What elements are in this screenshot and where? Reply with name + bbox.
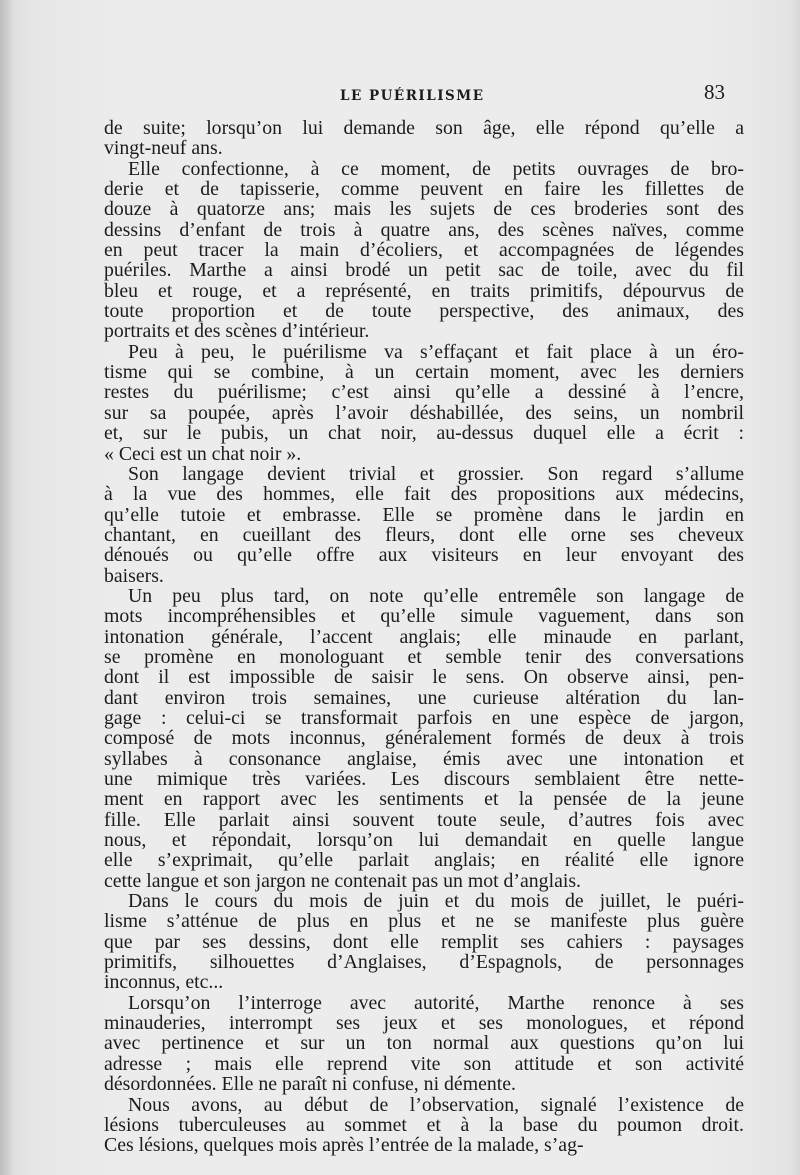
- text-line: dont il est impossible de saisir le sens. On observe ainsi, pen-: [104, 666, 744, 689]
- text-line: à la vue des hommes, elle fait des propositions aux médecins,: [104, 483, 744, 506]
- text-line: minauderies, interrompt ses jeux et ses monologues, et répond: [104, 1012, 744, 1035]
- paragraph: [104, 342, 744, 464]
- text-line: baisers.: [104, 564, 164, 587]
- text-line: vingt-neuf ans.: [104, 137, 223, 160]
- paragraph: [104, 159, 744, 342]
- text-line: mots incompréhensibles et qu’elle simule vaguement, dans son: [104, 605, 744, 628]
- text-line: inconnus, etc...: [104, 971, 224, 994]
- text-line: ment en rapport avec les sentiments et la pensée de la jeune: [104, 788, 744, 811]
- text-line: Ces lésions, quelques mois après l’entrée de la malade, s’ag-: [104, 1134, 584, 1157]
- text-line: composé de mots inconnus, généralement formés de deux à trois: [104, 727, 744, 750]
- running-head: [0, 80, 800, 108]
- text-line: Lorsqu’on l’interroge avec autorité, Marthe renonce à ses: [128, 991, 744, 1014]
- text-line: qu’elle tutoie et embrasse. Elle se promène dans le jardin en: [104, 503, 744, 526]
- text-line: de suite; lorsqu’on lui demande son âge, elle répond qu’elle a: [104, 117, 744, 139]
- paragraph: [104, 586, 744, 891]
- text-line: Son langage devient trivial et grossier. Son regard s’allume: [128, 462, 744, 485]
- text-line: Elle confectionne, à ce moment, de petits ouvrages de bro-: [128, 157, 744, 180]
- text-line: avec pertinence et sur un ton normal aux questions qu’on lui: [104, 1032, 744, 1055]
- text-line: dessins d’enfant de trois à quatre ans, des scènes naïves, comme: [104, 218, 744, 241]
- body-text: [104, 118, 744, 1156]
- text-line: restes du puérilisme; c’est ainsi qu’elle a dessiné à l’encre,: [104, 381, 744, 404]
- text-line: puériles. Marthe a ainsi brodé un petit sac de toile, avec du fil: [104, 259, 744, 282]
- text-line: fille. Elle parlait ainsi souvent toute seule, d’autres fois avec: [104, 808, 744, 831]
- text-line: cette langue et son jargon ne contenait pas un mot d’anglais.: [104, 869, 581, 892]
- text-line: tisme qui se combine, à un certain moment, avec les derniers: [104, 361, 744, 384]
- text-line: dant environ trois semaines, une curieuse altération du lan-: [104, 686, 744, 709]
- text-line: une mimique très variées. Les discours semblaient être nette-: [104, 768, 744, 790]
- text-line: chantant, en cueillant des fleurs, dont elle orne ses cheveux: [104, 523, 744, 546]
- text-line: primitifs, silhouettes d’Anglaises, d’Espagnols, de personnages: [104, 951, 744, 974]
- paragraph: [104, 993, 744, 1095]
- text-line: désordonnées. Elle ne paraît ni confuse, ni démente.: [104, 1073, 516, 1096]
- page-number: 83: [704, 80, 725, 104]
- text-line: Un peu plus tard, on note qu’elle entremêle son langage de: [128, 584, 744, 607]
- text-line: en peut tracer la main d’écoliers, et accompagnées de légendes: [104, 239, 744, 262]
- text-line: Dans le cours du mois de juin et du mois de juillet, le puéri-: [128, 890, 744, 913]
- paragraph: [104, 464, 744, 586]
- text-line: lésions tuberculeuses au sommet et à la base du poumon droit.: [104, 1113, 744, 1136]
- text-line: douze à quatorze ans; mais les sujets de ces broderies sont des: [104, 198, 744, 221]
- text-line: portraits et des scènes d’intérieur.: [104, 320, 370, 343]
- running-title: LE PUÉRILISME: [340, 88, 485, 104]
- paragraph: [104, 1095, 744, 1156]
- text-line: et, sur le pubis, un chat noir, au-dessus duquel elle a écrit :: [104, 422, 744, 445]
- text-line: adresse ; mais elle reprend vite son attitude et son activité: [104, 1052, 744, 1075]
- text-line: dénoués ou qu’elle offre aux visiteurs en leur envoyant des: [104, 544, 744, 567]
- text-line: gage : celui-ci se transformait parfois en une espèce de jargon,: [104, 706, 744, 729]
- text-line: Peu à peu, le puérilisme va s’effaçant et fait place à un éro-: [128, 340, 744, 363]
- text-line: « Ceci est un chat noir ».: [104, 442, 302, 465]
- text-line: se promène en monologuant et semble tenir des conversations: [104, 645, 744, 668]
- text-line: lisme s’atténue de plus en plus et ne se manifeste plus guère: [104, 910, 744, 933]
- text-line: toute proportion et de toute perspective, des animaux, des: [104, 300, 744, 323]
- paragraph: [104, 891, 744, 993]
- text-line: Nous avons, au début de l’observation, signalé l’existence de: [128, 1093, 744, 1116]
- paragraph: [104, 118, 744, 159]
- text-line: sur sa poupée, après l’avoir déshabillée, des seins, un nombril: [104, 401, 744, 424]
- text-line: bleu et rouge, et a représenté, en traits primitifs, dépourvus de: [104, 279, 744, 302]
- binding-shadow: [0, 0, 14, 1175]
- text-line: nous, et répondait, lorsqu’on lui demandait en quelle langue: [104, 829, 744, 852]
- text-line: syllabes à consonance anglaise, émis avec une intonation et: [104, 747, 744, 770]
- text-line: que par ses dessins, dont elle remplit ses cahiers : paysages: [104, 930, 744, 953]
- text-line: intonation générale, l’accent anglais; elle minaude en parlant,: [104, 625, 744, 648]
- text-line: elle s’exprimait, qu’elle parlait anglais; en réalité elle ignore: [104, 849, 744, 872]
- text-line: derie et de tapisserie, comme peuvent en faire les fillettes de: [104, 178, 744, 201]
